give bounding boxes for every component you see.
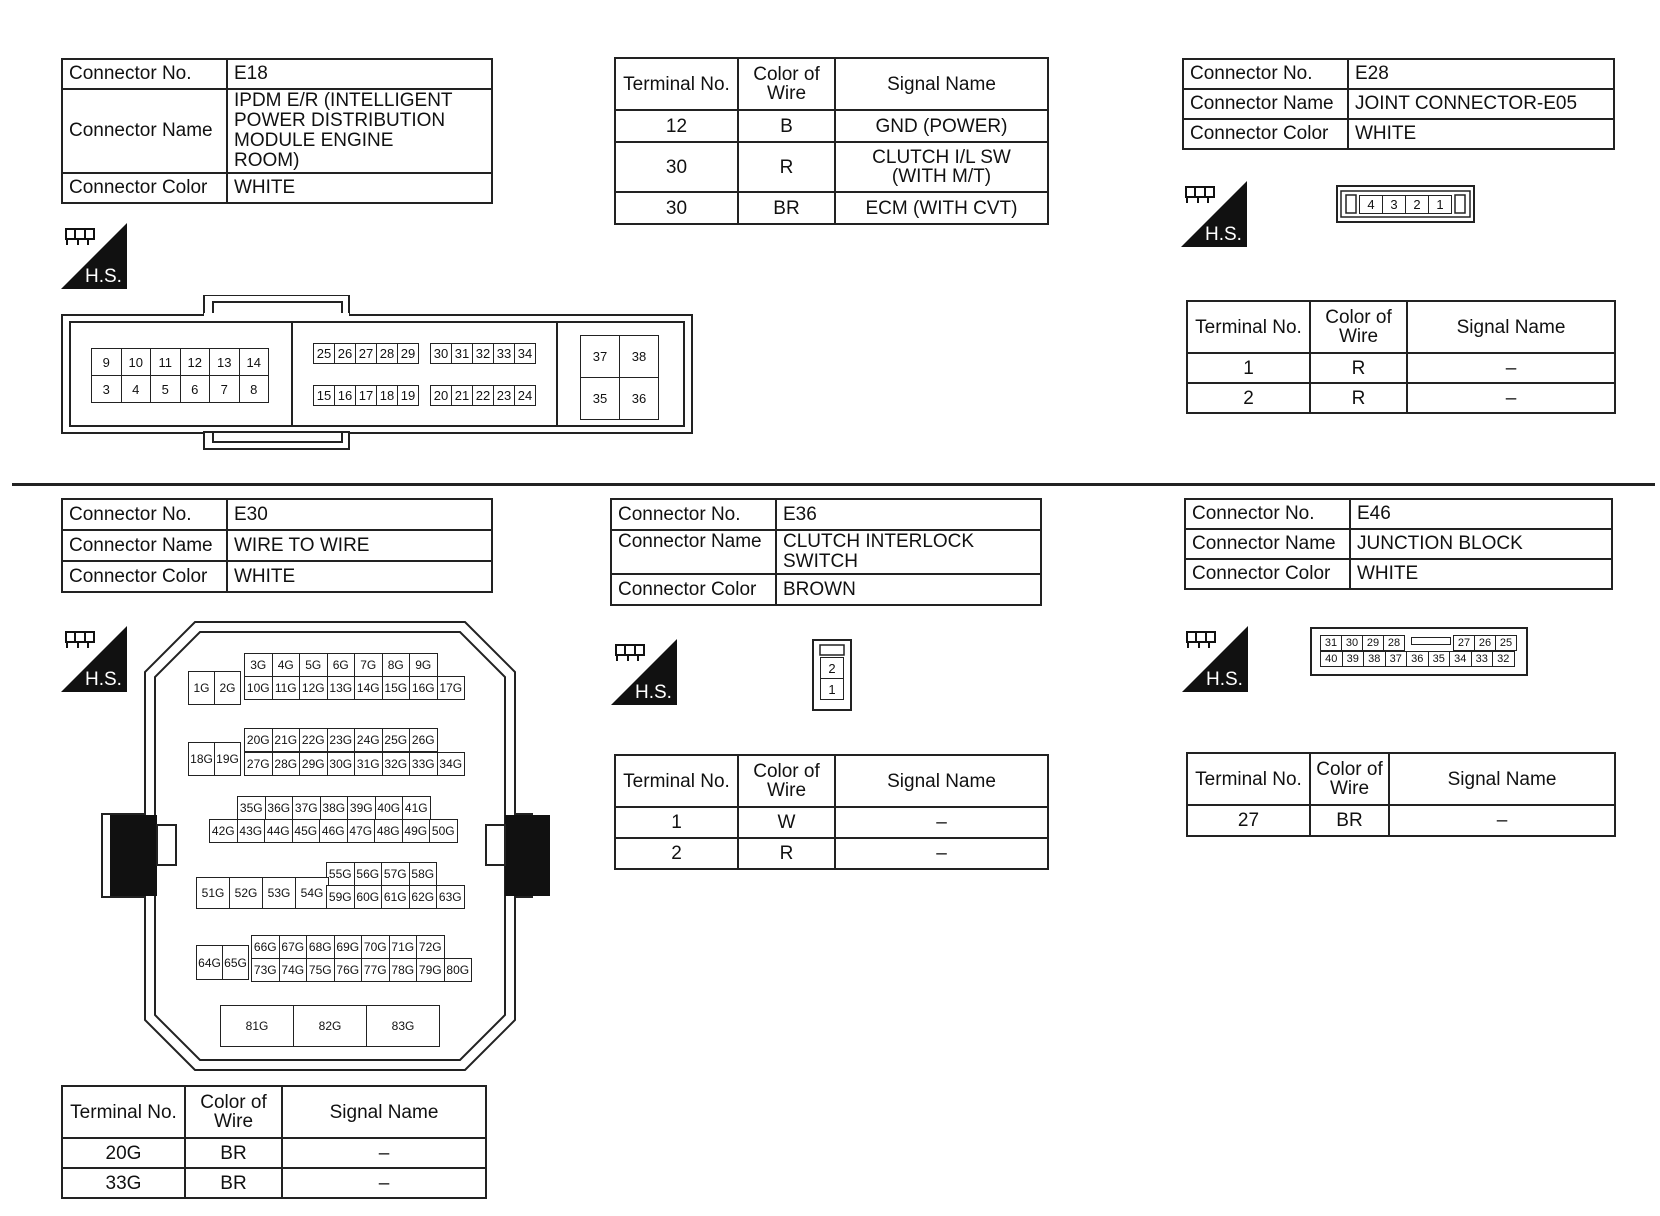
terminal-pin-45G: 45G	[292, 819, 321, 843]
e46-info-table	[1184, 498, 1613, 590]
connector-no-label: Connector No.	[1185, 499, 1350, 529]
terminal-pin-40G: 40G	[375, 796, 404, 820]
terminal-pin-26: 26	[1474, 635, 1496, 651]
terminal-pin-6: 6	[180, 375, 211, 403]
terminal-pin-46G: 46G	[319, 819, 348, 843]
wire-cell: BR	[185, 1168, 282, 1198]
terminal-pin-54G: 54G	[295, 877, 329, 909]
terminal-pin-32: 32	[1492, 651, 1515, 667]
terminal-pin-2G: 2G	[214, 671, 241, 705]
connector-name-label: Connector Name	[611, 530, 776, 574]
e28-terminal-table	[1186, 300, 1616, 414]
terminal-cell: 1	[615, 807, 738, 838]
terminal-cell: 33G	[62, 1168, 185, 1198]
signal-name-header: Signal Name	[835, 755, 1048, 807]
hs-icon	[611, 639, 677, 705]
color-of-wire-header: Color of Wire	[738, 755, 835, 807]
terminal-pin-1: 1	[820, 678, 844, 700]
connector-color-label: Connector Color	[611, 574, 776, 605]
signal-cell: GND (POWER)	[835, 110, 1048, 142]
terminal-cell: 1	[1187, 353, 1310, 383]
connector-name-value: CLUTCH INTERLOCK SWITCH	[776, 530, 1041, 574]
terminal-pin-52G: 52G	[229, 877, 263, 909]
terminal-pin-9G: 9G	[409, 653, 438, 677]
table-row	[615, 142, 1048, 192]
terminal-pin-18G: 18G	[188, 742, 215, 776]
terminal-pin-48G: 48G	[374, 819, 403, 843]
signal-cell: ECM (WITH CVT)	[835, 192, 1048, 224]
signal-cell: –	[835, 807, 1048, 838]
terminal-pin-4: 4	[121, 375, 152, 403]
connector-color-value: WHITE	[227, 561, 492, 592]
terminal-pin-36: 36	[619, 377, 659, 420]
terminal-pin-32: 32	[472, 343, 494, 364]
terminal-pin-23: 23	[493, 385, 515, 406]
e28-info-table	[1182, 58, 1615, 150]
terminal-pin-42G: 42G	[209, 819, 238, 843]
terminal-pin-27: 27	[1453, 635, 1475, 651]
connector-name-value: IPDM E/R (INTELLIGENT POWER DISTRIBUTION MODULE ENGINE ROOM)	[227, 89, 492, 173]
e18-connector-diagram	[61, 295, 695, 450]
terminal-pin-13G: 13G	[327, 676, 356, 700]
terminal-pin-34G: 34G	[437, 752, 466, 776]
e30-terminal-table	[61, 1085, 487, 1199]
terminal-pin-55G: 55G	[326, 862, 355, 886]
connector-color-label: Connector Color	[62, 561, 227, 592]
table-row	[62, 1138, 486, 1168]
terminal-pin-19G: 19G	[214, 742, 241, 776]
color-of-wire-header: Color of Wire	[185, 1086, 282, 1138]
hs-icon	[61, 223, 127, 289]
terminal-pin-73G: 73G	[251, 958, 280, 982]
terminal-pin-38: 38	[1363, 651, 1386, 667]
terminal-pin-81G: 81G	[220, 1005, 294, 1047]
terminal-pin-38: 38	[619, 335, 659, 378]
terminal-pin-83G: 83G	[366, 1005, 440, 1047]
terminal-pin-64G: 64G	[196, 945, 223, 980]
terminal-pin-69G: 69G	[334, 935, 363, 959]
terminal-pin-62G: 62G	[409, 885, 438, 909]
signal-cell: –	[1407, 383, 1615, 413]
terminal-pin-14: 14	[239, 348, 270, 376]
terminal-pin-3: 3	[91, 375, 122, 403]
e36-info-table	[610, 498, 1042, 606]
terminal-pin-33: 33	[493, 343, 515, 364]
terminal-pin-33G: 33G	[409, 752, 438, 776]
connector-color-value: WHITE	[1350, 559, 1612, 589]
terminal-pin-3: 3	[1382, 195, 1406, 214]
terminal-pin-29: 29	[1362, 635, 1384, 651]
connector-color-value: WHITE	[227, 173, 492, 203]
connector-color-value: WHITE	[1348, 119, 1614, 149]
terminal-cell: 12	[615, 110, 738, 142]
terminal-pin-37: 37	[580, 335, 620, 378]
hs-label: H.S.	[1205, 224, 1242, 245]
terminal-pin-13: 13	[209, 348, 240, 376]
terminal-pin-7: 7	[209, 375, 240, 403]
connector-no-label: Connector No.	[62, 499, 227, 530]
hs-label: H.S.	[635, 682, 672, 703]
terminal-pin-15G: 15G	[382, 676, 411, 700]
connector-color-label: Connector Color	[62, 173, 227, 203]
connector-name-value: WIRE TO WIRE	[227, 530, 492, 561]
e46-terminal-table	[1186, 752, 1616, 837]
connector-name-label: Connector Name	[1185, 529, 1350, 559]
terminal-pin-8G: 8G	[382, 653, 411, 677]
table-row	[62, 1168, 486, 1198]
connector-name-label: Connector Name	[62, 530, 227, 561]
terminal-pin-22: 22	[472, 385, 494, 406]
terminal-pin-39: 39	[1342, 651, 1365, 667]
terminal-pin-35: 35	[580, 377, 620, 420]
terminal-pin-23G: 23G	[327, 728, 356, 752]
terminal-pin-27G: 27G	[244, 752, 273, 776]
terminal-pin-58G: 58G	[409, 862, 438, 886]
terminal-pin-15: 15	[313, 385, 335, 406]
hs-label: H.S.	[1206, 669, 1243, 690]
terminal-pin-12: 12	[180, 348, 211, 376]
terminal-pin-20: 20	[430, 385, 452, 406]
terminal-cell: 30	[615, 192, 738, 224]
connector-name-label: Connector Name	[1183, 89, 1348, 119]
terminal-pin-25G: 25G	[382, 728, 411, 752]
hs-label: H.S.	[85, 266, 122, 287]
terminal-pin-37G: 37G	[292, 796, 321, 820]
section-divider	[12, 483, 1655, 486]
terminal-pin-74G: 74G	[279, 958, 308, 982]
terminal-pin-8: 8	[239, 375, 270, 403]
terminal-pin-17G: 17G	[437, 676, 466, 700]
table-row	[1187, 805, 1615, 836]
terminal-pin-60G: 60G	[354, 885, 383, 909]
terminal-pin-76G: 76G	[334, 958, 363, 982]
terminal-no-header: Terminal No.	[1187, 301, 1310, 353]
terminal-pin-59G: 59G	[326, 885, 355, 909]
connector-no-label: Connector No.	[1183, 59, 1348, 89]
e46-key-bar	[1411, 637, 1451, 645]
table-row	[615, 838, 1048, 869]
table-row	[615, 110, 1048, 142]
table-row	[1187, 353, 1615, 383]
e36-terminal-table	[614, 754, 1049, 870]
connector-no-value: E28	[1348, 59, 1614, 89]
terminal-pin-36: 36	[1406, 651, 1429, 667]
terminal-cell: 30	[615, 142, 738, 192]
terminal-pin-72G: 72G	[416, 935, 445, 959]
terminal-pin-32G: 32G	[382, 752, 411, 776]
signal-cell: CLUTCH I/L SW (WITH M/T)	[835, 142, 1048, 192]
signal-cell: –	[835, 838, 1048, 869]
wire-cell: R	[738, 142, 835, 192]
terminal-pin-14G: 14G	[354, 676, 383, 700]
terminal-pin-71G: 71G	[389, 935, 418, 959]
terminal-pin-40: 40	[1320, 651, 1343, 667]
terminal-pin-43G: 43G	[237, 819, 266, 843]
terminal-pin-17: 17	[355, 385, 377, 406]
hs-icon	[1181, 181, 1247, 247]
terminal-pin-10G: 10G	[244, 676, 273, 700]
terminal-pin-16: 16	[334, 385, 356, 406]
e28-connector-diagram	[1336, 185, 1475, 223]
terminal-pin-61G: 61G	[381, 885, 410, 909]
terminal-pin-28: 28	[1383, 635, 1405, 651]
terminal-pin-9: 9	[91, 348, 122, 376]
connector-color-value: BROWN	[776, 574, 1041, 605]
terminal-pin-11: 11	[150, 348, 181, 376]
terminal-pin-10: 10	[121, 348, 152, 376]
table-row	[1187, 383, 1615, 413]
terminal-cell: 20G	[62, 1138, 185, 1168]
terminal-pin-77G: 77G	[361, 958, 390, 982]
wire-cell: BR	[185, 1138, 282, 1168]
terminal-pin-1G: 1G	[188, 671, 215, 705]
terminal-pin-37: 37	[1385, 651, 1408, 667]
terminal-pin-79G: 79G	[416, 958, 445, 982]
signal-cell: –	[282, 1138, 486, 1168]
terminal-pin-20G: 20G	[244, 728, 273, 752]
terminal-pin-44G: 44G	[264, 819, 293, 843]
connector-no-value: E18	[227, 59, 492, 89]
terminal-cell: 27	[1187, 805, 1310, 836]
signal-name-header: Signal Name	[835, 58, 1048, 110]
terminal-pin-22G: 22G	[299, 728, 328, 752]
connector-name-value: JOINT CONNECTOR-E05	[1348, 89, 1614, 119]
signal-cell: –	[1407, 353, 1615, 383]
wire-cell: R	[1310, 353, 1407, 383]
connector-no-value: E30	[227, 499, 492, 530]
terminal-pin-82G: 82G	[293, 1005, 367, 1047]
hs-icon	[1182, 626, 1248, 692]
wire-cell: BR	[738, 192, 835, 224]
color-of-wire-header: Color of Wire	[738, 58, 835, 110]
terminal-pin-29: 29	[397, 343, 419, 364]
terminal-pin-5G: 5G	[299, 653, 328, 677]
terminal-pin-30G: 30G	[327, 752, 356, 776]
terminal-pin-25: 25	[313, 343, 335, 364]
table-row	[615, 192, 1048, 224]
terminal-pin-1: 1	[1428, 195, 1452, 214]
terminal-pin-19: 19	[397, 385, 419, 406]
terminal-pin-68G: 68G	[306, 935, 335, 959]
terminal-pin-4: 4	[1359, 195, 1383, 214]
terminal-pin-47G: 47G	[347, 819, 376, 843]
terminal-pin-41G: 41G	[402, 796, 431, 820]
terminal-pin-25: 25	[1495, 635, 1517, 651]
wire-cell: BR	[1310, 805, 1389, 836]
color-of-wire-header: Color of Wire	[1310, 301, 1407, 353]
connector-no-label: Connector No.	[611, 499, 776, 530]
signal-name-header: Signal Name	[282, 1086, 486, 1138]
terminal-pin-2: 2	[1405, 195, 1429, 214]
terminal-pin-31: 31	[1320, 635, 1342, 651]
connector-no-label: Connector No.	[62, 59, 227, 89]
terminal-pin-75G: 75G	[306, 958, 335, 982]
terminal-no-header: Terminal No.	[615, 755, 738, 807]
terminal-pin-6G: 6G	[327, 653, 356, 677]
terminal-pin-4G: 4G	[272, 653, 301, 677]
terminal-pin-7G: 7G	[354, 653, 383, 677]
terminal-pin-56G: 56G	[354, 862, 383, 886]
terminal-pin-39G: 39G	[347, 796, 376, 820]
e30-info-table	[61, 498, 493, 593]
terminal-pin-26: 26	[334, 343, 356, 364]
terminal-pin-30: 30	[1341, 635, 1363, 651]
terminal-no-header: Terminal No.	[615, 58, 738, 110]
connector-color-label: Connector Color	[1185, 559, 1350, 589]
terminal-pin-24G: 24G	[354, 728, 383, 752]
terminal-pin-57G: 57G	[381, 862, 410, 886]
terminal-pin-2: 2	[820, 657, 844, 679]
terminal-cell: 2	[615, 838, 738, 869]
wire-cell: R	[1310, 383, 1407, 413]
terminal-pin-65G: 65G	[222, 945, 249, 980]
signal-name-header: Signal Name	[1389, 753, 1615, 805]
terminal-pin-80G: 80G	[444, 958, 473, 982]
color-of-wire-header: Color of Wire	[1310, 753, 1389, 805]
terminal-pin-63G: 63G	[436, 885, 465, 909]
terminal-pin-27: 27	[355, 343, 377, 364]
terminal-pin-12G: 12G	[299, 676, 328, 700]
terminal-pin-66G: 66G	[251, 935, 280, 959]
signal-name-header: Signal Name	[1407, 301, 1615, 353]
terminal-pin-33: 33	[1471, 651, 1494, 667]
terminal-pin-26G: 26G	[409, 728, 438, 752]
wire-cell: B	[738, 110, 835, 142]
terminal-pin-35G: 35G	[237, 796, 266, 820]
terminal-cell: 2	[1187, 383, 1310, 413]
e18-info-table	[61, 58, 493, 204]
connector-name-label: Connector Name	[62, 89, 227, 173]
wire-cell: R	[738, 838, 835, 869]
terminal-pin-16G: 16G	[409, 676, 438, 700]
terminal-pin-21G: 21G	[272, 728, 301, 752]
terminal-pin-30: 30	[430, 343, 452, 364]
terminal-pin-67G: 67G	[279, 935, 308, 959]
table-row	[615, 807, 1048, 838]
hs-label: H.S.	[85, 669, 122, 690]
terminal-pin-3G: 3G	[244, 653, 273, 677]
terminal-pin-34: 34	[1449, 651, 1472, 667]
e30-connector-diagram	[100, 620, 560, 1072]
connector-no-value: E36	[776, 499, 1041, 530]
terminal-pin-28: 28	[376, 343, 398, 364]
connector-no-value: E46	[1350, 499, 1612, 529]
wire-cell: W	[738, 807, 835, 838]
terminal-pin-51G: 51G	[196, 877, 230, 909]
terminal-pin-29G: 29G	[299, 752, 328, 776]
terminal-pin-21: 21	[451, 385, 473, 406]
terminal-pin-11G: 11G	[272, 676, 301, 700]
terminal-pin-5: 5	[150, 375, 181, 403]
terminal-pin-78G: 78G	[389, 958, 418, 982]
connector-color-label: Connector Color	[1183, 119, 1348, 149]
terminal-pin-31: 31	[451, 343, 473, 364]
e46-connector-diagram	[1310, 627, 1528, 676]
signal-cell: –	[282, 1168, 486, 1198]
terminal-pin-49G: 49G	[402, 819, 431, 843]
terminal-pin-53G: 53G	[262, 877, 296, 909]
e18-terminal-table	[614, 57, 1049, 225]
terminal-pin-35: 35	[1428, 651, 1451, 667]
terminal-pin-36G: 36G	[265, 796, 294, 820]
terminal-pin-38G: 38G	[320, 796, 349, 820]
terminal-pin-34: 34	[514, 343, 536, 364]
terminal-pin-31G: 31G	[354, 752, 383, 776]
terminal-no-header: Terminal No.	[1187, 753, 1310, 805]
terminal-pin-50G: 50G	[429, 819, 458, 843]
terminal-pin-18: 18	[376, 385, 398, 406]
signal-cell: –	[1389, 805, 1615, 836]
connector-name-value: JUNCTION BLOCK	[1350, 529, 1612, 559]
terminal-no-header: Terminal No.	[62, 1086, 185, 1138]
terminal-pin-24: 24	[514, 385, 536, 406]
terminal-pin-28G: 28G	[272, 752, 301, 776]
terminal-pin-70G: 70G	[361, 935, 390, 959]
e36-connector-diagram	[812, 639, 852, 711]
